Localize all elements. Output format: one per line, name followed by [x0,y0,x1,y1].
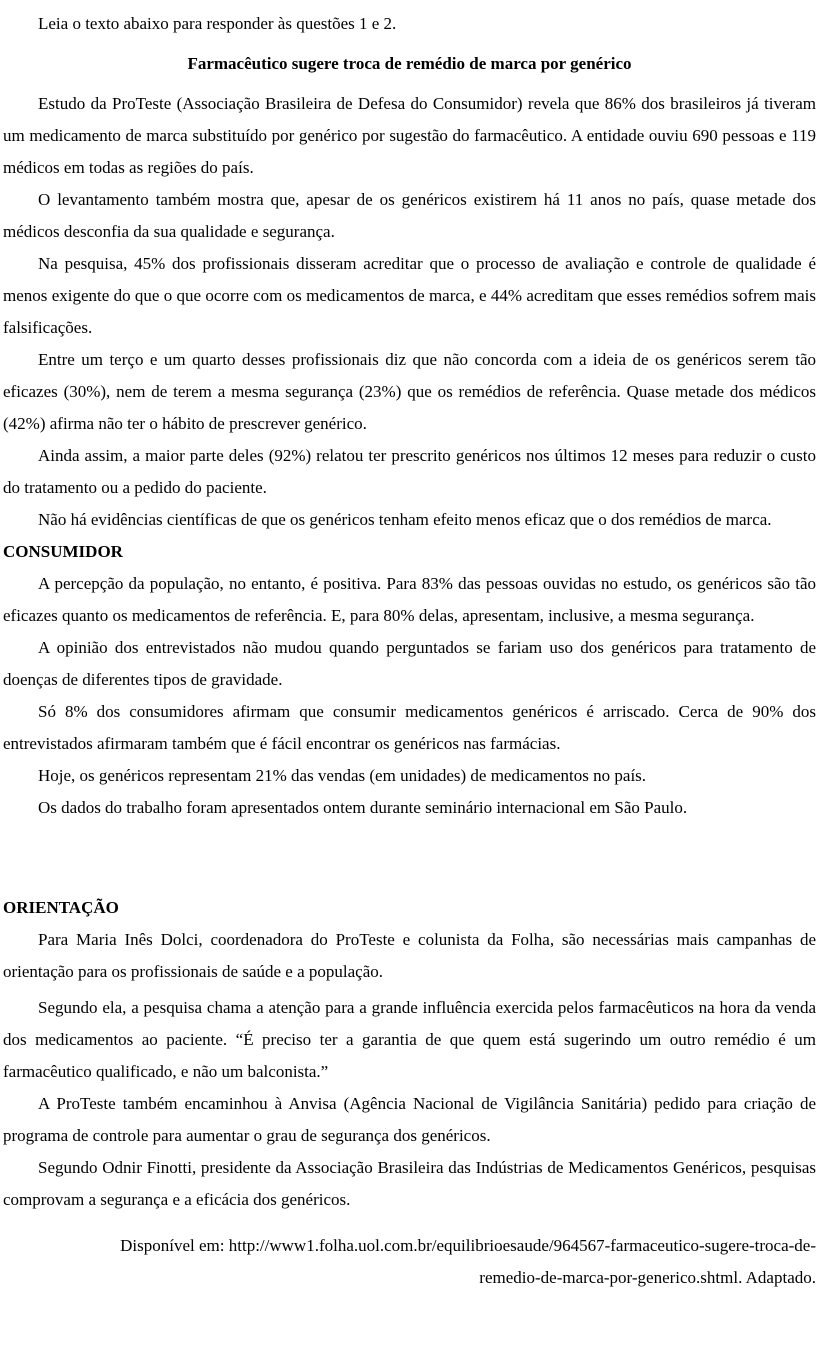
instruction-line: Leia o texto abaixo para responder às questões 1 e 2. [38,14,397,33]
paragraph-lead-5: Ainda assim, a maior parte deles (92%) relatou ter prescrito genéricos nos últimos 12 meses para reduzir o custo do tratamento ou a pedido do paciente. [3,446,816,497]
paragraph-consumidor-5: Os dados do trabalho foram apresentados ontem durante seminário internacional em São Paulo. [38,798,688,817]
paragraph-lead-4: Entre um terço e um quarto desses profissionais diz que não concorda com a ideia de os genéricos serem tão eficazes (30%), nem de terem a mesma segurança (23%) que os remédios de referência. Quase metade dos médicos (42%) afirma não ter o hábito de prescrever genérico. [3,350,816,433]
paragraph-orientacao-1: Para Maria Inês Dolci, coordenadora do ProTeste e colunista da Folha, são necessárias mais campanhas de orientação para os profissionais de saúde e a população. [3,930,816,981]
paragraph-orientacao-4: Segundo Odnir Finotti, presidente da Associação Brasileira das Indústrias de Medicamentos Genéricos, pesquisas comprovam a segurança e a eficácia dos genéricos. [3,1158,816,1209]
paragraph-consumidor-2: A opinião dos entrevistados não mudou quando perguntados se fariam uso dos genéricos para tratamento de doenças de diferentes tipos de gravidade. [3,638,816,689]
source-citation [3,1230,816,1294]
paragraph-consumidor-4: Hoje, os genéricos representam 21% das vendas (em unidades) de medicamentos no país. [38,766,647,785]
paragraph-lead-6: Não há evidências científicas de que os genéricos tenham efeito menos eficaz que o dos remédios de marca. [38,510,772,529]
paragraph-consumidor-3: Só 8% dos consumidores afirmam que consumir medicamentos genéricos é arriscado. Cerca de 90% dos entrevistados afirmaram também que é fácil encontrar os genéricos nas farmácias. [3,702,816,753]
paragraph-lead-3: Na pesquisa, 45% dos profissionais disseram acreditar que o processo de avaliação e controle de qualidade é menos exigente do que o que ocorre com os medicamentos de marca, e 44% acreditam que esses remédios sofrem mais falsificações. [3,254,816,337]
article-title: Farmacêutico sugere troca de remédio de marca por genérico [187,54,632,73]
paragraph-orientacao-3: A ProTeste também encaminhou à Anvisa (Agência Nacional de Vigilância Sanitária) pedido para criação de programa de controle para aumentar o grau de segurança dos genéricos. [3,1094,816,1145]
section-heading-consumidor: CONSUMIDOR [3,542,123,561]
paragraph-lead-2: O levantamento também mostra que, apesar de os genéricos existirem há 11 anos no país, quase metade dos médicos desconfia da sua qualidade e segurança. [3,190,816,241]
paragraph-orientacao-2: Segundo ela, a pesquisa chama a atenção para a grande influência exercida pelos farmacêuticos na hora da venda dos medicamentos ao paciente. “É preciso ter a garantia de que quem está sugerindo um outro remédio é um farmacêutico qualificado, e não um balconista.” [3,998,816,1081]
source-citation-line-2: remedio-de-marca-por-generico.shtml. Adaptado. [479,1268,816,1287]
paragraph-lead-1: Estudo da ProTeste (Associação Brasileira de Defesa do Consumidor) revela que 86% dos brasileiros já tiveram um medicamento de marca substituído por genérico por sugestão do farmacêutico. A entidade ouviu 690 pessoas e 119 médicos em todas as regiões do país. [3,94,816,177]
source-citation-line-1: Disponível em: http://www1.folha.uol.com.br/equilibrioesaude/964567-farmaceutico-sugere-troca-de- [120,1236,816,1255]
section-heading-orientacao: ORIENTAÇÃO [3,898,119,917]
paragraph-consumidor-1: A percepção da população, no entanto, é positiva. Para 83% das pessoas ouvidas no estudo, os genéricos são tão eficazes quanto os medicamentos de referência. E, para 80% delas, apresentam, inclusive, a mesma segurança. [3,574,816,625]
